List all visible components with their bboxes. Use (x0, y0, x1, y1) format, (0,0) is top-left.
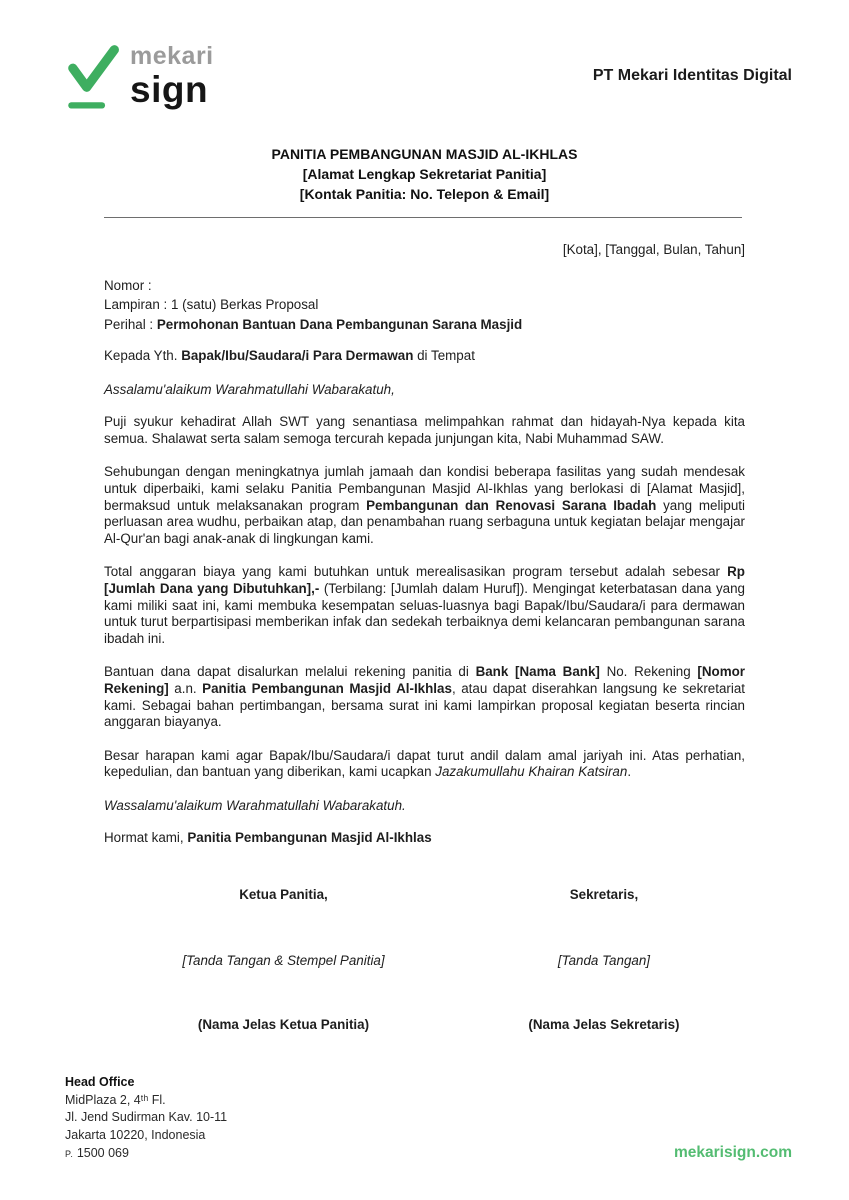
signature-block (104, 887, 745, 1034)
paragraph-budget: Total anggaran biaya yang kami butuhkan untuk merealisasikan program tersebut adalah sebesar Rp [Jumlah Dana yang Dibutuhkan],- (Terbilang: [Jumlah dalam Huruf]). Mengingat keterbatasan dana yang kami miliki saat ini, kami membuka kesempatan seluas-luasnya bagi Bapak/Ibu/Saudara/i para dermawan untuk turut berpartisipasi memberikan infak dan sedekah terbaiknya demi kelancaran pembangunan sarana ibadah ini. (104, 564, 745, 646)
secretary-title: Sekretaris, (569, 887, 639, 903)
office-address-line-2: Jl. Jend Sudirman Kav. 10-11 (65, 1110, 228, 1125)
letterhead (104, 144, 745, 204)
chairman-name-placeholder: (Nama Jelas Ketua Panitia) (197, 1017, 370, 1033)
logo-word-mekari: mekari (130, 42, 214, 70)
logo-word-sign: sign (130, 69, 209, 110)
office-address-line-1: MidPlaza 2, 4ᵗʰ Fl. (65, 1092, 166, 1107)
perihal-line: Perihal : Permohonan Bantuan Dana Pembangunan Sarana Masjid (104, 316, 523, 332)
office-phone-line (65, 1145, 227, 1164)
paragraph-bank-account: Bantuan dana dapat disalurkan melalui rekening panitia di Bank [Nama Bank] No. Rekening [Nomor Rekening] a.n. Panitia Pembangunan Masjid Al-Ikhlas, atau dapat diserahkan langsung ke sekretariat kami. Sebagai bahan pertimbangan, bersama surat ini kami lampirkan proposal kegiatan beserta rincian anggaran biayanya. (104, 664, 746, 730)
paragraph-hope: Besar harapan kami agar Bapak/Ibu/Saudara/i dapat turut andil dalam amal jariyah ini. Atas perhatian, kepedulian, dan bantuan yang diberikan, kami ucapkan Jazakumullahu Khairan Katsiran. (104, 747, 745, 780)
company-name: PT Mekari Identitas Digital (592, 67, 792, 84)
lampiran-line: Lampiran : 1 (satu) Berkas Proposal (104, 297, 319, 313)
closing-salutation: Wassalamu'alaikum Warahmatullahi Wabarakatuh. (104, 797, 406, 813)
committee-name: PANITIA PEMBANGUNAN MASJID AL-IKHLAS (271, 146, 578, 162)
nomor-line: Nomor : (104, 277, 152, 293)
page-footer (65, 1074, 792, 1164)
logo-wordmark (130, 44, 214, 108)
recipient-line: Kepada Yth. Bapak/Ibu/Saudara/i Para Dermawan di Tempat (104, 348, 475, 364)
secretary-name-placeholder: (Nama Jelas Sekretaris) (528, 1017, 680, 1033)
mekari-sign-logo (64, 44, 214, 112)
website-link[interactable]: mekarisign.com (673, 1143, 792, 1161)
committee-contact-placeholder: [Kontak Panitia: No. Telepon & Email] (299, 186, 550, 202)
head-office-title: Head Office (65, 1075, 135, 1089)
signature-chairman (104, 887, 463, 1034)
letter-body (104, 242, 745, 1034)
phone-prefix: P. (65, 1148, 74, 1159)
committee-address-placeholder: [Alamat Lengkap Sekretariat Panitia] (302, 166, 547, 182)
chairman-signature-placeholder: [Tanda Tangan & Stempel Panitia] (182, 952, 385, 968)
letter-meta (104, 276, 745, 335)
secretary-signature-placeholder: [Tanda Tangan] (557, 952, 651, 968)
head-office-block (65, 1074, 227, 1164)
check-icon (64, 44, 122, 112)
signature-secretary (463, 887, 745, 1034)
phone-number: 1500 069 (76, 1145, 129, 1160)
signoff-line: Hormat kami, Panitia Pembangunan Masjid Al-Ikhlas (104, 829, 432, 845)
opening-salutation: Assalamu'alaikum Warahmatullahi Wabarakatuh, (104, 381, 395, 397)
paragraph-gratitude: Puji syukur kehadirat Allah SWT yang senantiasa melimpahkan rahmat dan hidayah-Nya kepada kita semua. Shalawat serta salam semoga tercurah kepada junjungan kita, Nabi Muhammad SAW. (104, 414, 745, 446)
chairman-title: Ketua Panitia, (239, 887, 328, 903)
office-address-line-3: Jakarta 10220, Indonesia (65, 1128, 206, 1143)
paragraph-background: Sehubungan dengan meningkatnya jumlah jamaah dan kondisi beberapa fasilitas yang sudah mendesak untuk diperbaiki, kami selaku Panitia Pembangunan Masjid Al-Ikhlas yang berlokasi di [Alamat Masjid], bermaksud untuk melaksanakan program Pembangunan dan Renovasi Sarana Ibadah yang meliputi perluasan area wudhu, perbaikan atap, dan penambahan ruang serbaguna untuk kegiatan belajar mengajar Al-Qur'an bagi anak-anak di lingkungan kami. (104, 464, 745, 546)
letterhead-divider (104, 217, 742, 218)
date-place-line: [Kota], [Tanggal, Bulan, Tahun] (562, 242, 745, 257)
